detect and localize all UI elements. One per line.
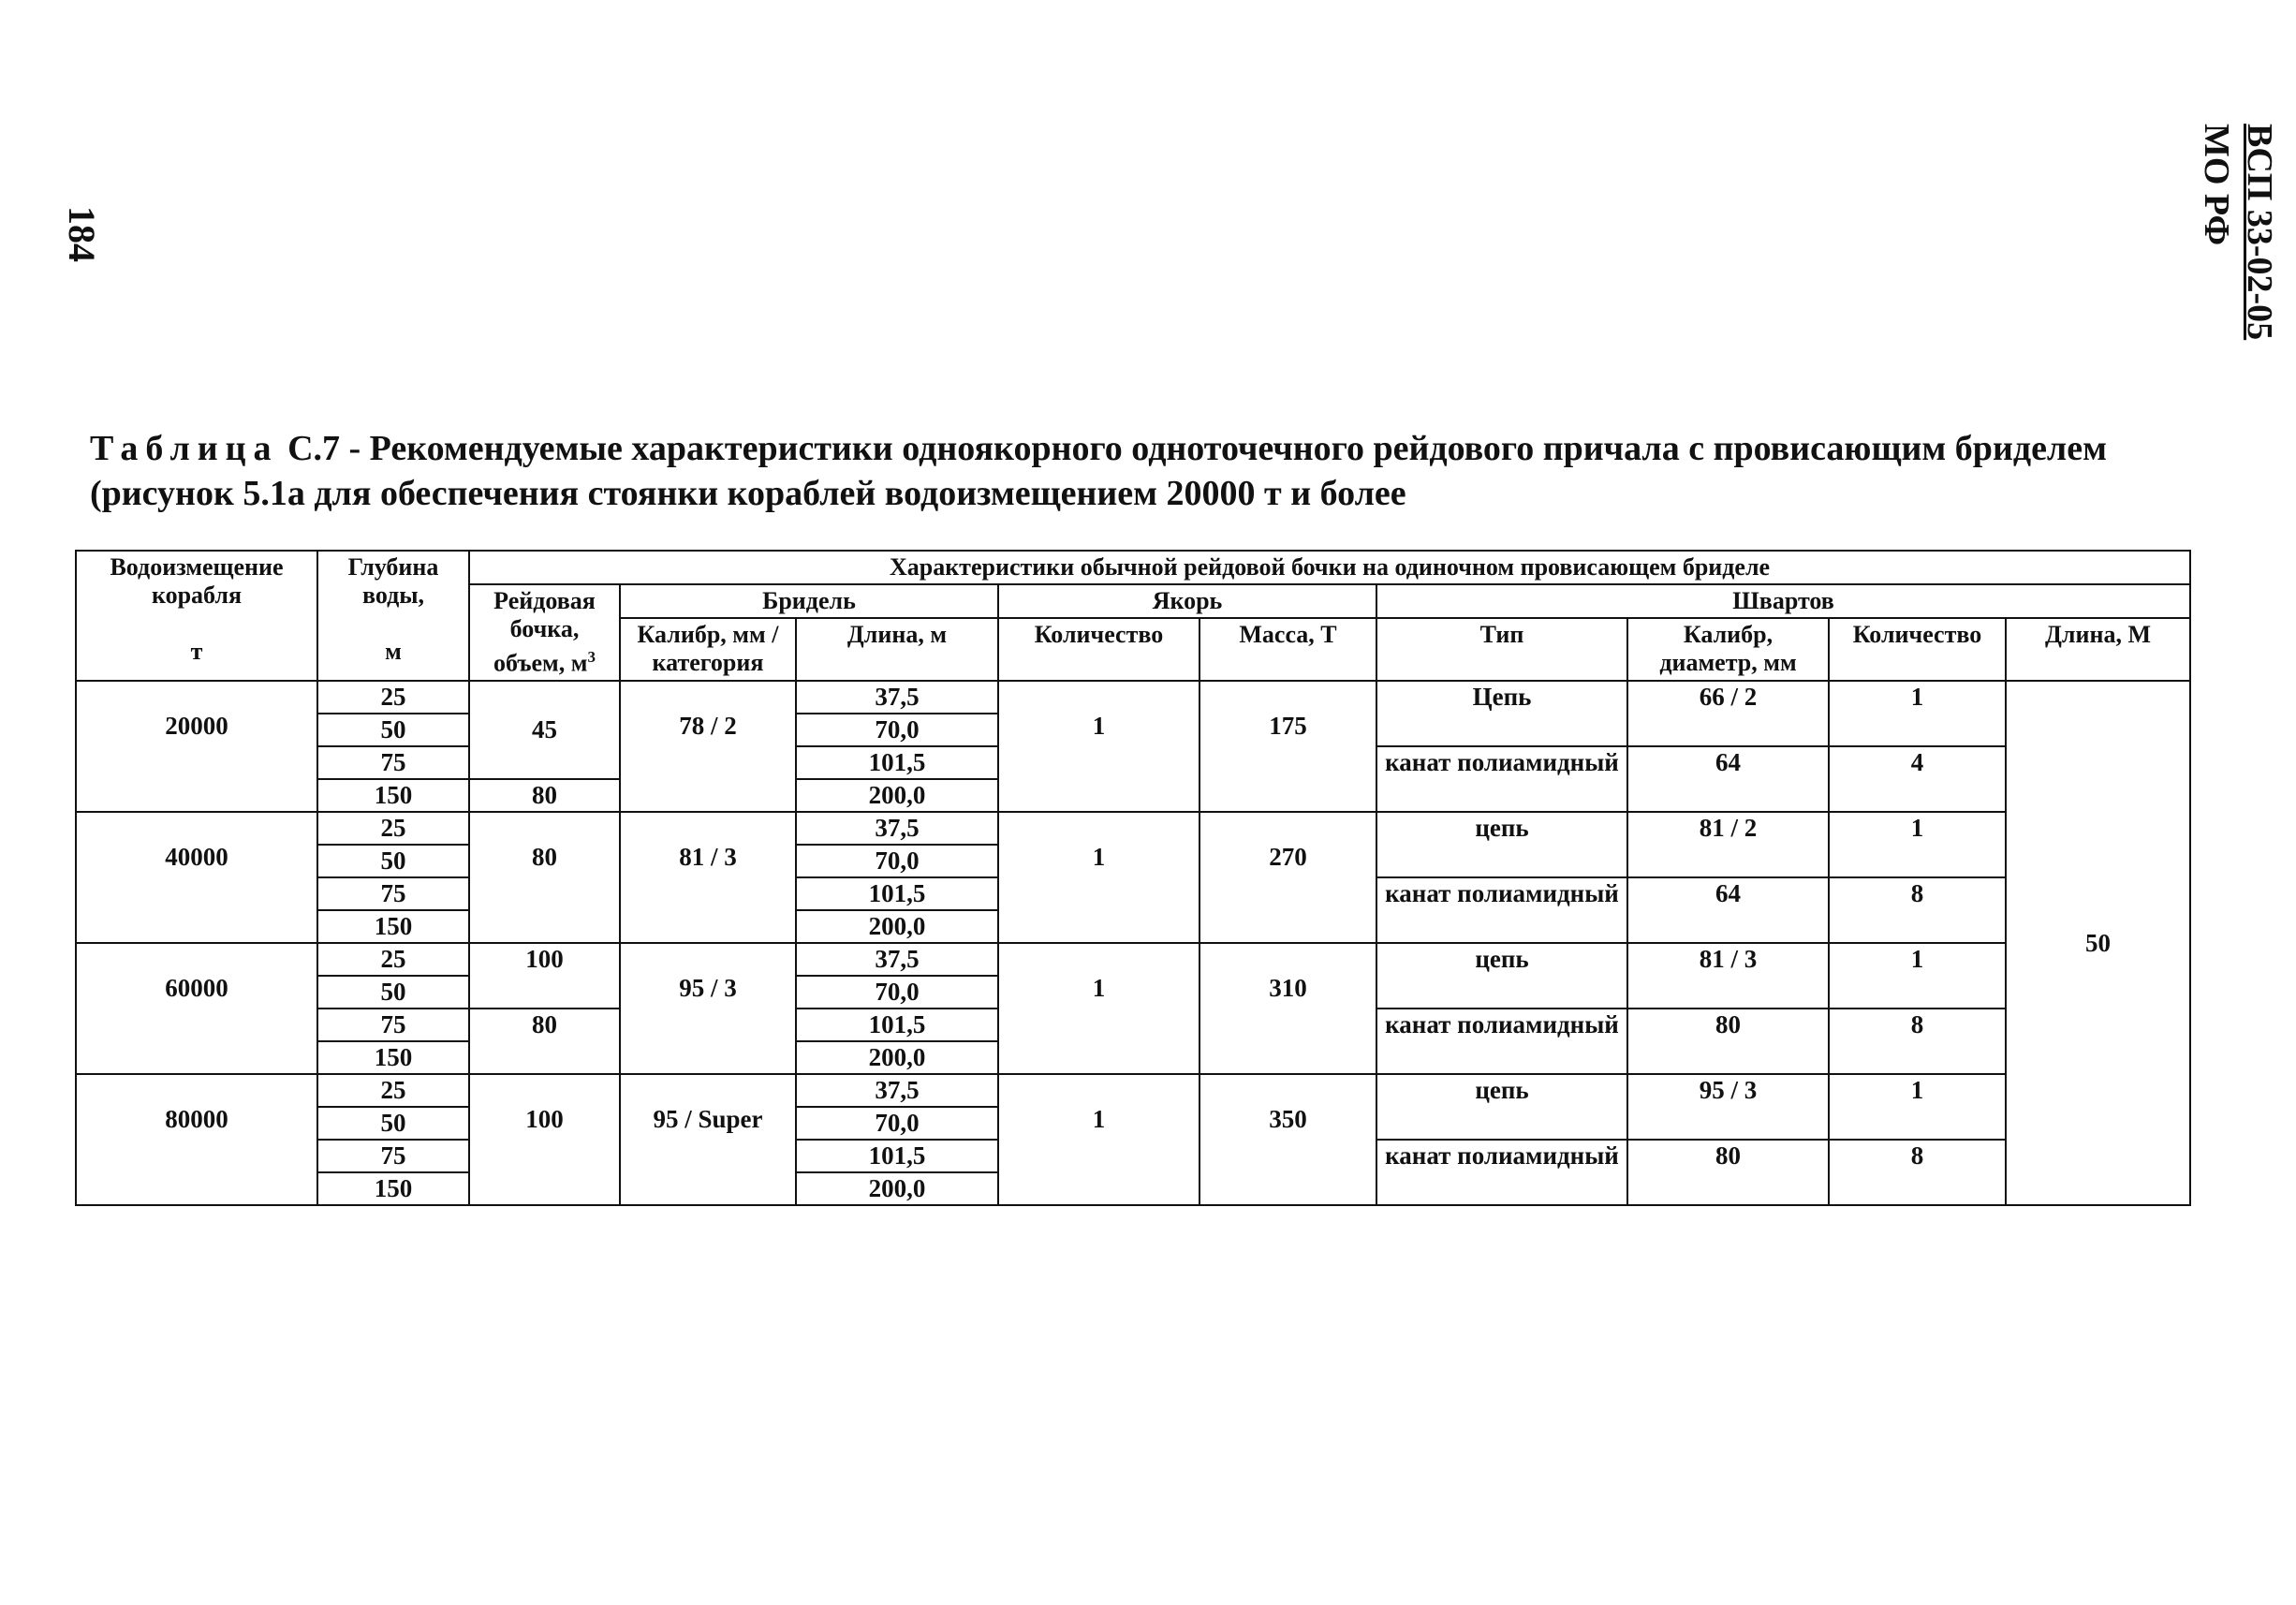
- cell-depth: 50: [317, 1107, 469, 1140]
- caption-label: Таблица: [90, 429, 279, 468]
- cell-mooring-caliber: 64: [1627, 877, 1829, 943]
- table-row: [76, 943, 2190, 976]
- cell-length: 37,5: [796, 681, 998, 714]
- document-owner-line: МО РФ: [2197, 124, 2236, 246]
- cell-depth: 25: [317, 943, 469, 976]
- cell-length: 101,5: [796, 1009, 998, 1041]
- header-bridle: Бридель: [620, 584, 998, 618]
- cell-length: 37,5: [796, 1074, 998, 1107]
- header-mooring-caliber: Калибр, диаметр, мм: [1627, 618, 1829, 680]
- cell-buoy: 80: [469, 812, 620, 943]
- cell-buoy: 45: [469, 681, 620, 779]
- cell-depth: 50: [317, 845, 469, 877]
- header-bridle-length: Длина, м: [796, 618, 998, 680]
- cell-mooring-caliber: 80: [1627, 1009, 1829, 1074]
- cell-length: 70,0: [796, 714, 998, 746]
- cell-length: 70,0: [796, 1107, 998, 1140]
- cell-caliber: 95 / Super: [620, 1074, 796, 1205]
- cell-depth: 50: [317, 714, 469, 746]
- cell-buoy: 80: [469, 1009, 620, 1074]
- header-group: Характеристики обычной рейдовой бочки на одиночном провисающем бриделе: [469, 551, 2190, 584]
- cell-depth: 75: [317, 877, 469, 910]
- cell-mooring-caliber: 66 / 2: [1627, 681, 1829, 746]
- cell-depth: 50: [317, 976, 469, 1009]
- cell-length: 200,0: [796, 779, 998, 812]
- page-number: 184: [61, 206, 104, 262]
- cell-displacement: 20000: [76, 681, 317, 812]
- header-anchor-qty: Количество: [998, 618, 1200, 680]
- cell-mooring-caliber: 80: [1627, 1140, 1829, 1205]
- cell-depth: 25: [317, 681, 469, 714]
- cell-depth: 150: [317, 1041, 469, 1074]
- cell-anchor-mass: 350: [1200, 1074, 1376, 1205]
- header-mooring: Швартов: [1376, 584, 2190, 618]
- cell-mooring-length: 50: [2006, 681, 2190, 1205]
- table-row: [76, 681, 2190, 714]
- cell-mooring-type: цепь: [1376, 1074, 1627, 1140]
- header-mooring-type: Тип: [1376, 618, 1627, 680]
- header-depth: Глубина воды, м: [317, 551, 469, 681]
- cell-mooring-caliber: 95 / 3: [1627, 1074, 1829, 1140]
- cell-mooring-qty: 8: [1829, 1009, 2006, 1074]
- cell-depth: 150: [317, 910, 469, 943]
- cell-length: 37,5: [796, 812, 998, 845]
- cell-caliber: 95 / 3: [620, 943, 796, 1074]
- cell-mooring-type: канат полиамидный: [1376, 1140, 1627, 1205]
- table-row: [76, 812, 2190, 845]
- cell-buoy: 80: [469, 779, 620, 812]
- cell-displacement: 40000: [76, 812, 317, 943]
- header-mooring-qty: Количество: [1829, 618, 2006, 680]
- cell-mooring-type: Цепь: [1376, 681, 1627, 746]
- cell-length: 101,5: [796, 746, 998, 779]
- cell-mooring-type: канат полиамидный: [1376, 1009, 1627, 1074]
- cell-anchor-qty: 1: [998, 681, 1200, 812]
- cell-mooring-type: цепь: [1376, 943, 1627, 1009]
- cell-mooring-qty: 1: [1829, 943, 2006, 1009]
- header-displacement: Водоизмещение корабля т: [76, 551, 317, 681]
- cell-depth: 25: [317, 1074, 469, 1107]
- cell-mooring-qty: 1: [1829, 681, 2006, 746]
- cell-depth: 25: [317, 812, 469, 845]
- header-buoy: Рейдовая бочка, объем, $м^3$: [469, 584, 620, 681]
- cell-mooring-type: канат полиамидный: [1376, 746, 1627, 812]
- cell-displacement: 60000: [76, 943, 317, 1074]
- cell-caliber: 81 / 3: [620, 812, 796, 943]
- cell-depth: 150: [317, 1172, 469, 1205]
- cell-length: 200,0: [796, 1172, 998, 1205]
- cell-anchor-mass: 310: [1200, 943, 1376, 1074]
- cell-anchor-qty: 1: [998, 1074, 1200, 1205]
- table-row: [76, 1074, 2190, 1107]
- cell-length: 200,0: [796, 1041, 998, 1074]
- header-anchor: Якорь: [998, 584, 1376, 618]
- cell-anchor-qty: 1: [998, 812, 1200, 943]
- caption-text: С.7 - Рекомендуемые характеристики одноякорного одноточечного рейдового причала с провисающим бриделем (рисунок 5.1а для обеспечения стоянки кораблей водоизмещением 20000 т и более: [90, 429, 2107, 513]
- cell-mooring-qty: 1: [1829, 812, 2006, 877]
- cell-depth: 75: [317, 1009, 469, 1041]
- cell-mooring-qty: 1: [1829, 1074, 2006, 1140]
- cell-mooring-caliber: 81 / 2: [1627, 812, 1829, 877]
- cell-mooring-qty: 8: [1829, 1140, 2006, 1205]
- cell-anchor-mass: 175: [1200, 681, 1376, 812]
- document-code-line: ВСП 33-02-05: [2240, 124, 2279, 341]
- cell-buoy: 100: [469, 1074, 620, 1205]
- cell-mooring-qty: 4: [1829, 746, 2006, 812]
- header-anchor-mass: Масса, Т: [1200, 618, 1376, 680]
- cell-length: 70,0: [796, 845, 998, 877]
- cell-length: 37,5: [796, 943, 998, 976]
- cell-depth: 75: [317, 746, 469, 779]
- cell-anchor-mass: 270: [1200, 812, 1376, 943]
- cell-anchor-qty: 1: [998, 943, 1200, 1074]
- cell-buoy: 100: [469, 943, 620, 1009]
- cell-length: 101,5: [796, 1140, 998, 1172]
- cell-mooring-caliber: 64: [1627, 746, 1829, 812]
- cell-displacement: 80000: [76, 1074, 317, 1205]
- table-caption: [90, 426, 2197, 516]
- cell-depth: 150: [317, 779, 469, 812]
- cell-caliber: 78 / 2: [620, 681, 796, 812]
- cell-depth: 75: [317, 1140, 469, 1172]
- cell-mooring-type: цепь: [1376, 812, 1627, 877]
- characteristics-table: [75, 550, 2191, 1206]
- header-bridle-caliber: Калибр, мм / категория: [620, 618, 796, 680]
- cell-length: 70,0: [796, 976, 998, 1009]
- cell-length: 200,0: [796, 910, 998, 943]
- cell-mooring-caliber: 81 / 3: [1627, 943, 1829, 1009]
- document-code: [2180, 124, 2296, 348]
- cell-mooring-type: канат полиамидный: [1376, 877, 1627, 943]
- cell-length: 101,5: [796, 877, 998, 910]
- cell-mooring-qty: 8: [1829, 877, 2006, 943]
- header-mooring-length: Длина, М: [2006, 618, 2190, 680]
